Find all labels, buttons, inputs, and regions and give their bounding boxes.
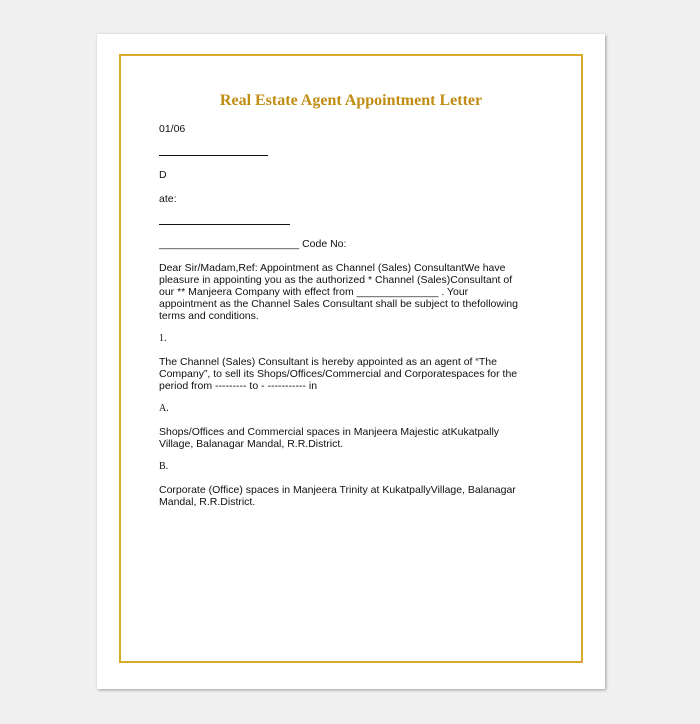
d-label: D — [159, 169, 167, 181]
paragraph-line: our ** Manjeera Company with effect from ______________ . Your — [159, 286, 469, 298]
paragraph-line: Village, Balanagar Mandal, R.R.District. — [159, 438, 344, 450]
clause-letter-b: B. — [159, 461, 169, 472]
paragraph-line: The Channel (Sales) Consultant is hereby appointed as an agent of “The — [159, 356, 497, 368]
paragraph-line: Shops/Offices and Commercial spaces in Manjeera Majestic atKukatpally — [159, 426, 500, 438]
date-reference: 01/06 — [159, 123, 186, 135]
document-page — [97, 34, 605, 689]
paragraph-line: appointment as the Channel Sales Consultant shall be subject to thefollowing — [159, 298, 518, 310]
blank-line-1 — [159, 155, 268, 156]
paragraph-line: period from --------- to - ----------- in — [159, 380, 318, 392]
clause-number-1: 1. — [159, 333, 167, 344]
letter-title: Real Estate Agent Appointment Letter — [219, 92, 483, 109]
paragraph-line: Company”, to sell its Shops/Offices/Commercial and Corporatespaces for the — [159, 368, 518, 380]
clause-letter-a: A. — [159, 403, 169, 414]
blank-line-2 — [159, 224, 290, 225]
paragraph-line: Corporate (Office) spaces in Manjeera Trinity at KukatpallyVillage, Balanagar — [159, 484, 516, 496]
date-label: ate: — [159, 193, 177, 205]
paragraph-line: pleasure in appointing you as the authorized * Channel (Sales)Consultant of — [159, 274, 513, 286]
paragraph-line: terms and conditions. — [159, 310, 259, 322]
paragraph-line: Dear Sir/Madam,Ref: Appointment as Channel (Sales) ConsultantWe have — [159, 262, 506, 274]
paragraph-line: Mandal, R.R.District. — [159, 496, 256, 508]
code-number-line: ________________________ Code No: — [159, 238, 347, 250]
